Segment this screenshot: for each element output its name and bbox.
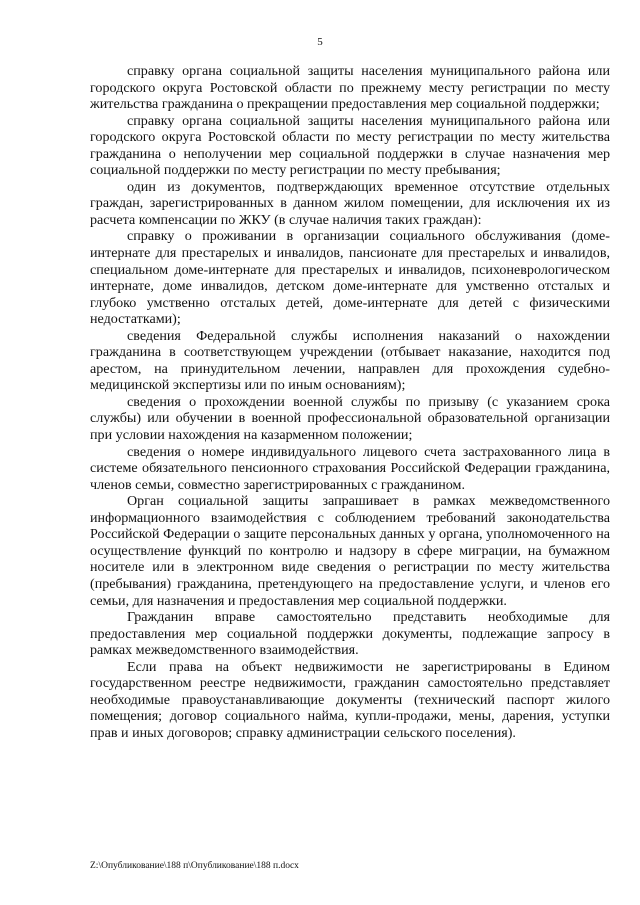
paragraph: Гражданин вправе самостоятельно представить необходимые для предоставления мер социальной поддержки документы, подлежащие запросу в рамках межведомственного взаимодействия.: [90, 609, 610, 659]
document-body: [90, 63, 610, 741]
paragraph: справку органа социальной защиты населения муниципального района или городского округа Ростовской области по прежнему месту регистрации по месту жительства гражданина о прекращении предоставления мер социальной поддержки;: [90, 63, 610, 113]
paragraph: сведения о номере индивидуального лицевого счета застрахованного лица в системе обязательного пенсионного страхования Российской Федерации гражданина, членов семьи, совместно зарегистрированных с гражданином.: [90, 443, 610, 493]
paragraph: справку о проживании в организации социального обслуживания (доме-интернате для престарелых и инвалидов, пансионате для престарелых и инвалидов, специальном доме-интернате для престарелых и инвалидов, психоневрологическом интернате, доме инвалидов, детском доме-интернате для умственно отсталых и глубоко умственно отсталых детей, доме-интернате для детей с физическими недостатками);: [90, 228, 610, 328]
footer-file-path: Z:\Опубликование\188 п\Опубликование\188 п.docx: [90, 861, 299, 871]
paragraph: один из документов, подтверждающих временное отсутствие отдельных граждан, зарегистрированных в данном жилом помещении, для исключения их из расчета компенсации по ЖКУ (в случае наличия таких граждан):: [90, 178, 610, 228]
paragraph: сведения о прохождении военной службы по призыву (с указанием срока службы) или обучении в военной профессиональной образовательной организации при условии нахождения на казарменном положении;: [90, 393, 610, 444]
paragraph: Орган социальной защиты запрашивает в рамках межведомственного информационного взаимодействия с соблюдением требований законодательства Российской Федерации о защите персональных данных у органа, уполномоченного на осуществление функций по контролю и надзору в сфере миграции, на бумажном носителе или в электронном виде сведения о регистрации по месту жительства (пребывания) гражданина, претендующего на предоставление услуги, и членов его семьи, для назначения и предоставления мер социальной поддержки.: [90, 493, 610, 609]
paragraph: Если права на объект недвижимости не зарегистрированы в Едином государственном реестре недвижимости, гражданин самостоятельно представляет необходимые правоустанавливающие документы (технический паспорт жилого помещения; договор социального найма, купли-продажи, мены, дарения, уступки прав и иных договоров; справку администрации сельского поселения).: [90, 658, 610, 741]
paragraph: сведения Федеральной службы исполнения наказаний о нахождении гражданина в соответствующем учреждении (отбывает наказание, находится под арестом, на принудительном лечении, направлен для прохождения судебно-медицинской экспертизы или по иным основаниям);: [90, 327, 610, 394]
paragraph: справку органа социальной защиты населения муниципального района или городского округа Ростовской области по месту регистрации по месту жительства гражданина о неполучении мер социальной поддержки в случае назначения мер социальной поддержки по месту регистрации по месту пребывания;: [90, 112, 610, 179]
page-number: 5: [317, 36, 323, 48]
